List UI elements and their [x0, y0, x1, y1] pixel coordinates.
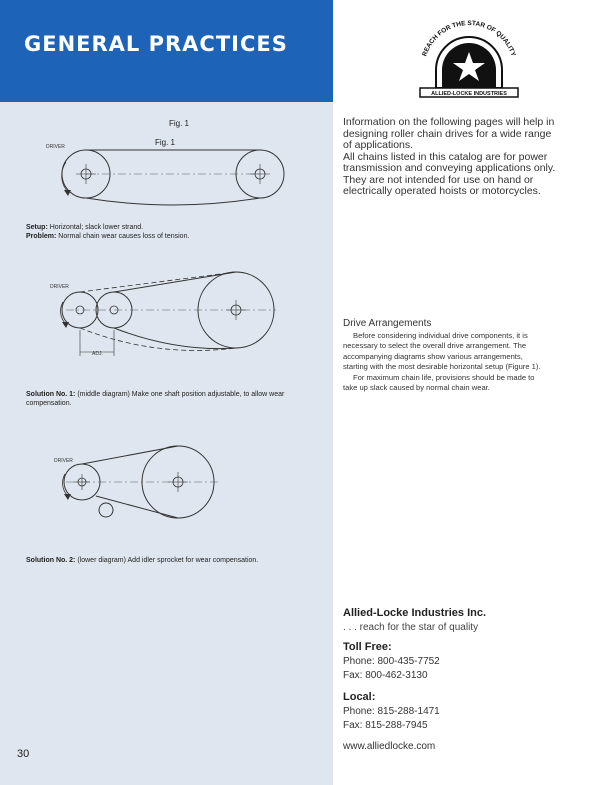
- driver-label: DRIVER: [50, 284, 69, 290]
- contact-company: Allied-Locke Industries Inc.: [343, 607, 487, 619]
- diagram-setup: [36, 140, 316, 220]
- driver-label: DRIVER: [46, 144, 65, 150]
- adj-label: ADJ.: [92, 351, 103, 357]
- drive-arrangements-heading: Drive Arrangements: [343, 318, 432, 329]
- drive-arrangements-body: [343, 331, 548, 393]
- rotation-arrow-icon: [62, 322, 69, 328]
- diagram-solution-2: [36, 440, 316, 525]
- rotation-arrow-icon: [64, 190, 71, 196]
- header-band: [0, 0, 333, 102]
- local-heading: Local:: [343, 691, 376, 703]
- caption-solution-2: Solution No. 2: (lower diagram) Add idler sprocket for wear compensation.: [26, 557, 259, 564]
- drive-paragraph-2: For maximum chain life, provisions should be made to take up slack caused by normal chain wear.: [343, 372, 535, 393]
- drive-paragraph-1: Before considering individual drive components, it is necessary to select the overall drive arrangement. The accompanying diagrams show various arrangements, starting with the most desirable horizontal setup (Figure 1).: [343, 331, 541, 372]
- contact-tagline: . . . reach for the star of quality: [343, 622, 479, 633]
- logo-arc-text: REACH FOR THE STAR OF QUALITY: [421, 19, 517, 58]
- intro-paragraph-1: Information on the following pages will help in designing roller chain drives for a wide range of applications.: [343, 116, 555, 151]
- logo-company-text: ALLIED-LOCKE INDUSTRIES: [431, 91, 507, 97]
- intro-paragraph-2: All chains listed in this catalog are for power transmission and conveying applications only. They are not intended for use on hand or electrically operated hoists or motorcycles.: [343, 150, 556, 197]
- driver-label: DRIVER: [54, 458, 73, 464]
- figure-label-outer: Fig. 1: [169, 119, 190, 128]
- page-title: GENERAL PRACTICES: [24, 32, 288, 56]
- company-logo: [406, 8, 532, 100]
- website-link[interactable]: www.alliedlocke.com: [343, 741, 436, 752]
- local-phone: Phone: 815-288-1471: [343, 706, 440, 717]
- toll-free-fax: Fax: 800-462-3130: [343, 670, 428, 681]
- caption-setup: Setup: Horizontal; slack lower strand. Problem: Normal chain wear causes loss of tension.: [26, 224, 190, 240]
- figure-label-inner: Fig. 1: [155, 138, 176, 147]
- rotation-arrow-icon: [64, 494, 71, 500]
- diagram-solution-1: [36, 268, 316, 363]
- idler-sprocket: [99, 503, 113, 517]
- toll-free-phone: Phone: 800-435-7752: [343, 656, 440, 667]
- toll-free-heading: Toll Free:: [343, 641, 392, 653]
- page-number: 30: [17, 748, 30, 760]
- intro-text: [343, 117, 563, 198]
- local-fax: Fax: 815-288-7945: [343, 720, 428, 731]
- caption-solution-1: Solution No. 1: (middle diagram) Make one shaft position adjustable, to allow wear compensation.: [26, 391, 285, 407]
- chain-lower-slack: [86, 198, 260, 205]
